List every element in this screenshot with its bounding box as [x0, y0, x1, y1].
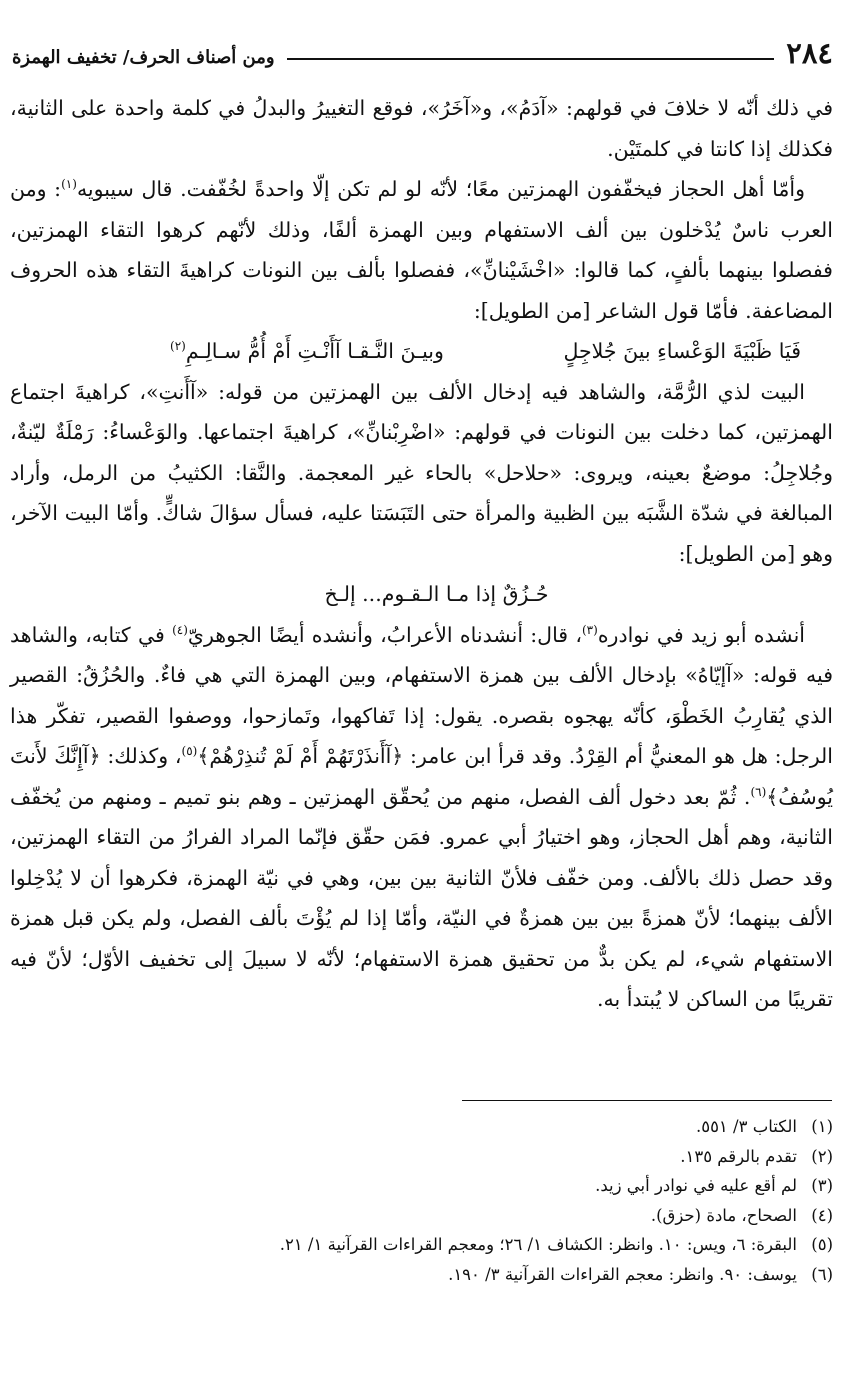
- footnote-5: [60, 1230, 833, 1260]
- footnote-text: الكتاب ٣/ ٥٥١.: [695, 1117, 797, 1136]
- footnote-text: الصحاح، مادة (حزق).: [650, 1205, 797, 1225]
- footnote-number: (٢): [811, 1146, 833, 1166]
- footnote-number: (٤): [811, 1205, 833, 1225]
- verse-1: [10, 331, 833, 372]
- paragraph-4-text-a: أنشده أبو زيد في نوادره: [597, 622, 805, 647]
- paragraph-4: [10, 615, 833, 1020]
- page-number: ٢٨٤: [786, 36, 833, 70]
- footnote-ref-6: (٦): [750, 784, 767, 799]
- footnote-separator: [462, 1100, 832, 1101]
- paragraph-4-text-d: ، وكذلك: ﴿آإِنَّكَ لأَنتَ يُوسُفُ﴾: [10, 744, 833, 809]
- footnote-number: (٥): [811, 1235, 833, 1254]
- verse-1-first-hemistich: فَيَا ظَبْيَةَ الوَعْساءِ بينَ جُلاجِلٍ: [563, 339, 801, 363]
- paragraph-4-text-c: في كتابه، والشاهد فيه قوله: «آإيّاهُ» بإدخال الألف بين همزة الاستفهام، وبين الهمزة التي هي فاءٌ. والحُزُقُ: القصير الذي يُقارِبُ الخَطْوَ، كأنّه يهجوه بقصره. يقول: إذا تَفاكهوا، وتَمازحوا، ووصفوا القصير، تفكّر هذا الرجل: هل هو المعنيُّ أم القِرْدُ. وقد قرأ ابن عامر: ﴿آأَنذَرْتَهُمْ أَمْ لَمْ تُنذِرْهُمْ﴾: [10, 622, 833, 768]
- main-text: [10, 88, 833, 1020]
- verse-2: حُـزُقٌ إذا مـا الـقـوم... إلـخ: [324, 582, 549, 606]
- footnote-ref-4: (٤): [172, 622, 188, 637]
- header-rule: [287, 58, 775, 60]
- footnote-ref-3: (٣): [581, 622, 598, 637]
- footnote-6: [60, 1260, 833, 1290]
- verse-1-second-hemistich: [170, 331, 444, 372]
- footnote-text: لم أقع عليه في نوادر أبي زيد.: [595, 1176, 797, 1195]
- footnote-text: يوسف: ٩٠. وانظر: معجم القراءات القرآنية ٣/ ١٩٠.: [448, 1264, 797, 1284]
- footnote-number: (٦): [811, 1264, 833, 1284]
- verse-1-second-hemistich-text: وبيـنَ النَّـقـا آأَنْـتِ أَمْ أُمُّ سـالِـمِ: [185, 339, 444, 363]
- footnote-3: [60, 1171, 833, 1201]
- footnote-ref-5: (٥): [181, 744, 198, 759]
- footnote-1: [60, 1112, 833, 1142]
- paragraph-4-text-e: . ثُمّ بعد دخول ألف الفصل، منهم من يُحقّق الهمزتين ـ وهم بنو تميم ـ ومنهم من يُخفّف الثانية، وهم أهل الحجاز، وهو اختيارُ أبي عمرو. فمَن حقّق فإنّما المراد الفرارُ من التقاء الهمزتين، وقد حصل ذلك بالألف. ومن خفّف فلأنّ الثانية بين بين، وهي في نيّة الهمزة، فكرهوا أن لا يُدْخِلوا الألف بينهما؛ لأنّ همزةً بين بين همزةٌ في النيّة، وأمّا إذا لم يُؤْتَ بألف الفصل، ولم يكن قبل همزة الاستفهام شيء، لم يكن بدٌّ من تحقيق همزة الاستفهام؛ لأنّه لا سبيلَ إلى تخفيف الأوّل؛ لأنّ فيه تقريبًا من الساكن لا يُبتدأ به.: [10, 784, 833, 1011]
- paragraph-4-text-b: ، قال: أنشدناه الأعرابُ، وأنشده أيضًا الجوهريّ: [187, 622, 582, 647]
- footnote-number: (٣): [811, 1176, 833, 1195]
- footnote-ref-2: (٢): [170, 339, 186, 354]
- paragraph-2-text-b: : ومن العرب ناسٌ يُدْخلون بين ألف الاستفهام وبين الهمزة ألفًا، وذلك لأنّهم كرهوا التقاء الهمزتين، ففصلوا بينهما بألفٍ، كما قالوا: «اخْشَيْنانِّ»، ففصلوا بألف بين النونات كراهيةَ التقاء هذه الحروف المضاعفة. فأمّا قول الشاعر [من الطويل]:: [10, 177, 833, 323]
- footnotes: [60, 1112, 833, 1289]
- paragraph-3: البيت لذي الرُّمَّة، والشاهد فيه إدخال الألف بين الهمزتين من قوله: «آأَنتِ»، كراهيةَ اجتماع الهمزتين، كما دخلت بين النونات في قولهم: «اضْرِبْنانِّ»، كراهيةَ اجتماعها. والوَعْساءُ: رَمْلَةٌ ليّنةٌ، وجُلاجِلُ: موضعٌ بعينه، ويروى: «حلاحل» بالحاء غير المعجمة. والنَّقا: الكثيبُ من الرمل، وأراد المبالغة في شدّة الشَّبَه بين الظبية والمرأة حتى التَبَسَتا عليه، فسأل سؤالَ شاكٍّ. وأمّا البيت الآخر، وهو [من الطويل]:: [10, 379, 833, 566]
- running-title: ومن أصناف الحرف/ تخفيف الهمزة: [12, 47, 275, 68]
- paragraph-1: في ذلك أنّه لا خلافَ في قولهم: «آدَمُ»، و«آخَرُ»، فوقع التغييرُ والبدلُ في كلمة واحدة على الثانية، فكذلك إذا كانتا في كلمتَيْن.: [10, 96, 833, 161]
- page-header: [12, 28, 833, 68]
- footnote-4: [60, 1201, 833, 1231]
- footnote-number: (١): [811, 1117, 833, 1136]
- footnote-text: البقرة: ٦، ويس: ١٠. وانظر: الكشاف ١/ ٢٦؛ ومعجم القراءات القرآنية ١/ ٢١.: [279, 1235, 797, 1254]
- footnote-text: تقدم بالرقم ١٣٥.: [680, 1146, 797, 1166]
- footnote-2: [60, 1142, 833, 1172]
- footnote-ref-1: (١): [61, 177, 77, 192]
- paragraph-2: [10, 169, 833, 331]
- paragraph-2-text-a: وأمّا أهل الحجاز فيخفّفون الهمزتين معًا؛ لأنّه لو لم تكن إلّا واحدةً لخُفّفت. قال سيبويه: [76, 177, 805, 201]
